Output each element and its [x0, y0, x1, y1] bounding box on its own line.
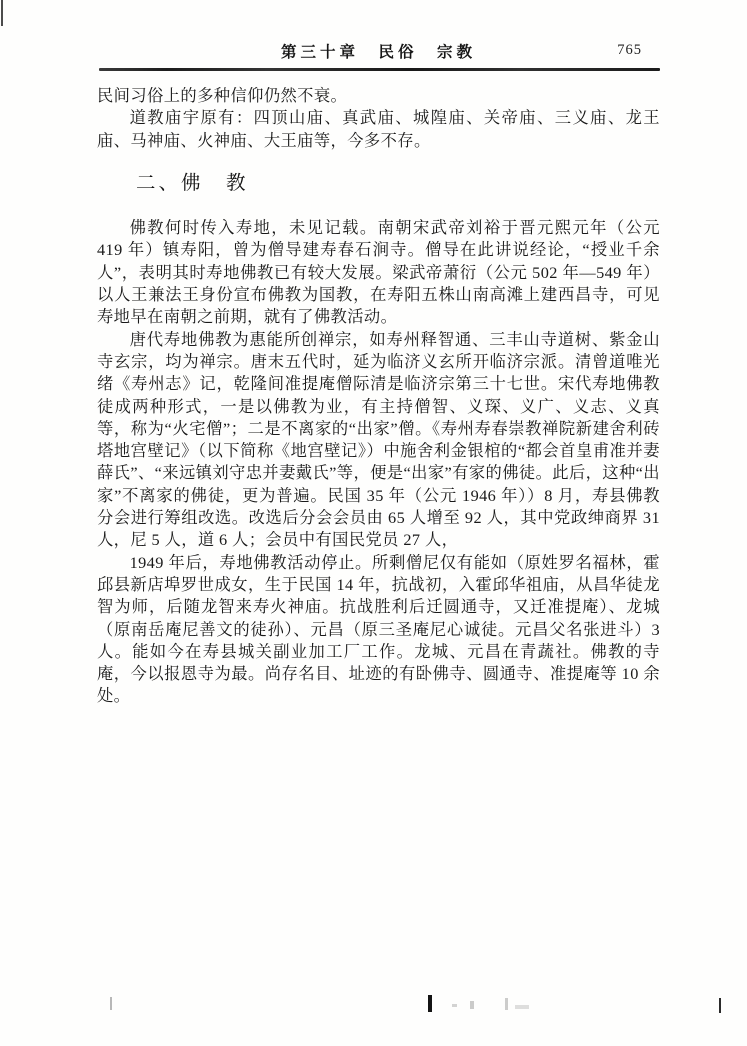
- chapter-title: 第三十章 民俗 宗教: [280, 44, 476, 61]
- paragraph-after-1949: 1949 年后，寿地佛教活动停止。所剩僧尼仅有能如（原姓罗名福林，霍邱县新店埠罗世成女，生于民国 14 年，抗战初，入霍邱华祖庙，从昌华徒龙智为师，后随龙智来寿火神庙。抗战胜利后迁圆通寺，又迁准提庵）、龙城（原南岳庵尼善文的徒孙）、元昌（原三圣庵尼心诚徒。元昌父名张进斗）3 人。能如今在寿县城关副业加工厂工作。龙城、元昌在青蔬社。佛教的寺庵，今以报恩寺为最。尚存名目、址迹的有卧佛寺、圆通寺、准提庵等 10 余处。: [97, 552, 660, 706]
- scan-artifact-speck: [505, 998, 508, 1010]
- scan-artifact-speck: [470, 1001, 474, 1009]
- paragraph-tang-song-buddhism: 唐代寿地佛教为惠能所创禅宗，如寿州释智通、三丰山寺道树、紫金山寺玄宗，均为禅宗。唐末五代时，延为临济义玄所开临济宗派。清曾道唯光绪《寿州志》记，乾隆间准提庵僧际清是临济宗第三十七世。宋代寿地佛教徒成两种形式，一是以佛教为业，有主持僧智、义琛、义广、义志、义真等，称为“火宅僧”；二是不离家的“出家”僧。《寿州寿春崇教禅院新建舍利砖塔地宫壁记》（以下简称《地宫壁记》）中施舍利金银棺的“都会首皇甫准并妻薛氏”、“来远镇刘守忠并妻戴氏”等，便是“出家”有家的佛徒。此后，这种“出家”不离家的佛徒，更为普遍。民国 35 年（公元 1946 年））8 月，寿县佛教分会进行筹组改选。改选后分会会员由 65 人增至 92 人，其中党政绅商界 31 人，尼 5 人，道 6 人；会员中有国民党员 27 人，: [97, 329, 660, 550]
- page-number: 765: [617, 42, 642, 58]
- scan-artifact-bottom-right: [719, 998, 721, 1013]
- paragraph-buddhism-origin: 佛教何时传入寿地，未见记载。南朝宋武帝刘裕于晋元熙元年（公元 419 年）镇寿阳，曾为僧导建寿春石涧寺。僧导在此讲说经论，“授业千余人”，表明其时寿地佛教已有较大发展。梁武帝萧衍（公元 502 年—549 年）以人王兼法王身份宣布佛教为国教，在寿阳五株山南高滩上建西昌寺，可见寿地早在南朝之前期，就有了佛教活动。: [97, 218, 660, 327]
- scan-artifact-bottom-left: [110, 997, 112, 1010]
- scan-artifact-bottom-bar: [428, 995, 432, 1012]
- header-rule: [99, 68, 660, 71]
- section-heading-buddhism: 二、佛 教: [136, 172, 249, 194]
- paragraph-taoist-temples: 道教庙宇原有：四顶山庙、真武庙、城隍庙、关帝庙、三义庙、龙王庙、马神庙、火神庙、大王庙等，今多不存。: [97, 108, 660, 150]
- running-header: [97, 40, 660, 64]
- paragraph-folk-belief-continuation: 民间习俗上的多种信仰仍然不衰。: [97, 86, 348, 105]
- scan-artifact-top-left: [1, 0, 3, 26]
- body-text-column: [97, 85, 660, 708]
- scan-artifact-speck: [452, 1004, 457, 1007]
- scan-artifact-speck: [515, 1005, 529, 1009]
